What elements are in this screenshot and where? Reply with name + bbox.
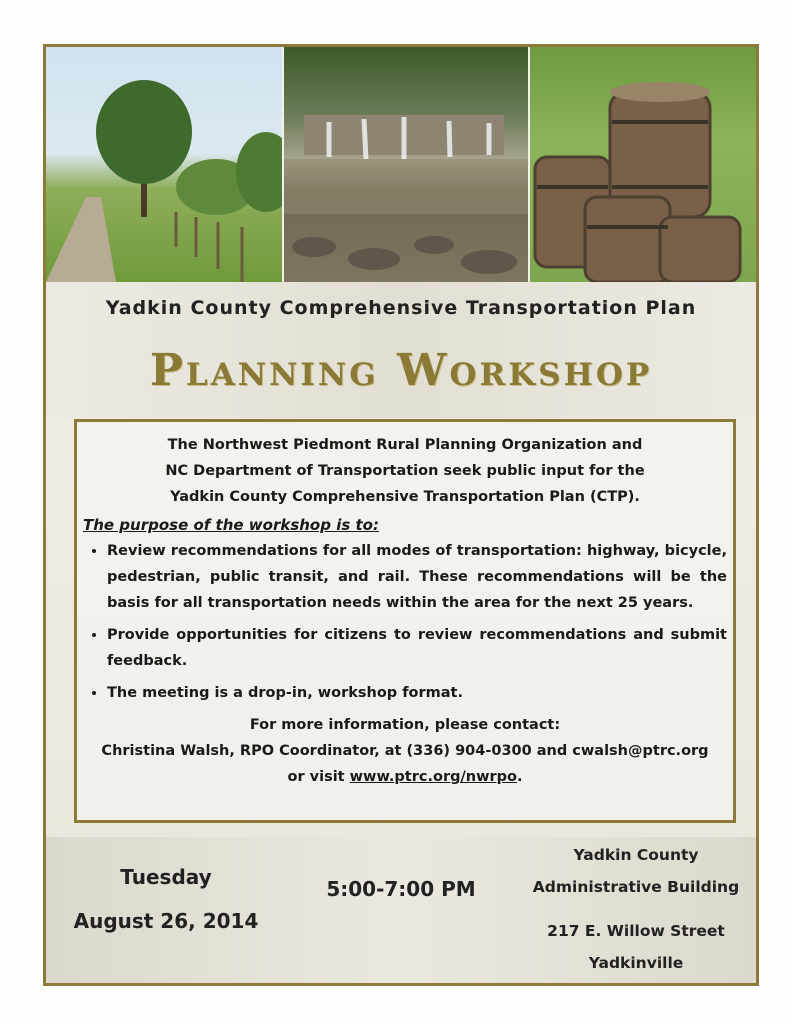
waterfall-illustration xyxy=(284,47,528,282)
flyer xyxy=(43,44,759,986)
purpose-bullet-3: • The meeting is a drop-in, workshop format. xyxy=(107,680,727,706)
location-city: Yadkinville xyxy=(588,954,684,972)
event-location xyxy=(516,839,756,979)
contact-line-1: For more information, please contact: xyxy=(249,717,561,733)
event-day: Tuesday xyxy=(120,865,212,889)
website-link[interactable]: www.ptrc.org/nwrpo xyxy=(349,769,517,785)
location-line-1: Yadkin County xyxy=(573,846,699,864)
waterfall-creek-photo xyxy=(284,47,528,282)
purpose-bullet-1: • Review recommendations for all modes of transportation: highway, bicycle, pedestrian, public transit, and rail. These recommendations will be the basis for all transportation needs within the area for the next 25 years. xyxy=(107,538,727,616)
photo-strip xyxy=(46,47,756,282)
intro-line-1: The Northwest Piedmont Rural Planning Organization and xyxy=(167,437,643,453)
contact-info xyxy=(77,712,733,790)
location-line-2: Administrative Building xyxy=(532,878,740,896)
wooden-barrels-photo xyxy=(530,47,756,282)
country-road-trees-illustration xyxy=(46,47,282,282)
visit-suffix: . xyxy=(517,769,523,785)
info-box xyxy=(74,419,736,823)
location-address: 217 E. Willow Street xyxy=(547,922,725,940)
event-date xyxy=(46,855,286,943)
contact-line-3 xyxy=(77,764,733,790)
country-road-trees-photo xyxy=(46,47,282,282)
plan-subtitle: Yadkin County Comprehensive Transportation Plan xyxy=(105,297,697,319)
event-full-date: August 26, 2014 xyxy=(73,909,259,933)
visit-prefix: or visit xyxy=(287,769,350,785)
page-title: Planning Workshop xyxy=(149,345,653,396)
barrels-illustration xyxy=(530,47,756,282)
purpose-bullet-2: • Provide opportunities for citizens to review recommendations and submit feedback. xyxy=(107,622,727,674)
purpose-heading: The purpose of the workshop is to: xyxy=(83,516,379,534)
intro-text xyxy=(77,432,733,510)
intro-line-2: NC Department of Transportation seek public input for the xyxy=(165,463,645,479)
purpose-list xyxy=(77,538,733,706)
contact-line-2: Christina Walsh, RPO Coordinator, at (336) 904-0300 and cwalsh@ptrc.org xyxy=(101,743,709,759)
event-time: 5:00-7:00 PM xyxy=(326,877,476,901)
intro-line-3: Yadkin County Comprehensive Transportation Plan (CTP). xyxy=(170,489,640,505)
